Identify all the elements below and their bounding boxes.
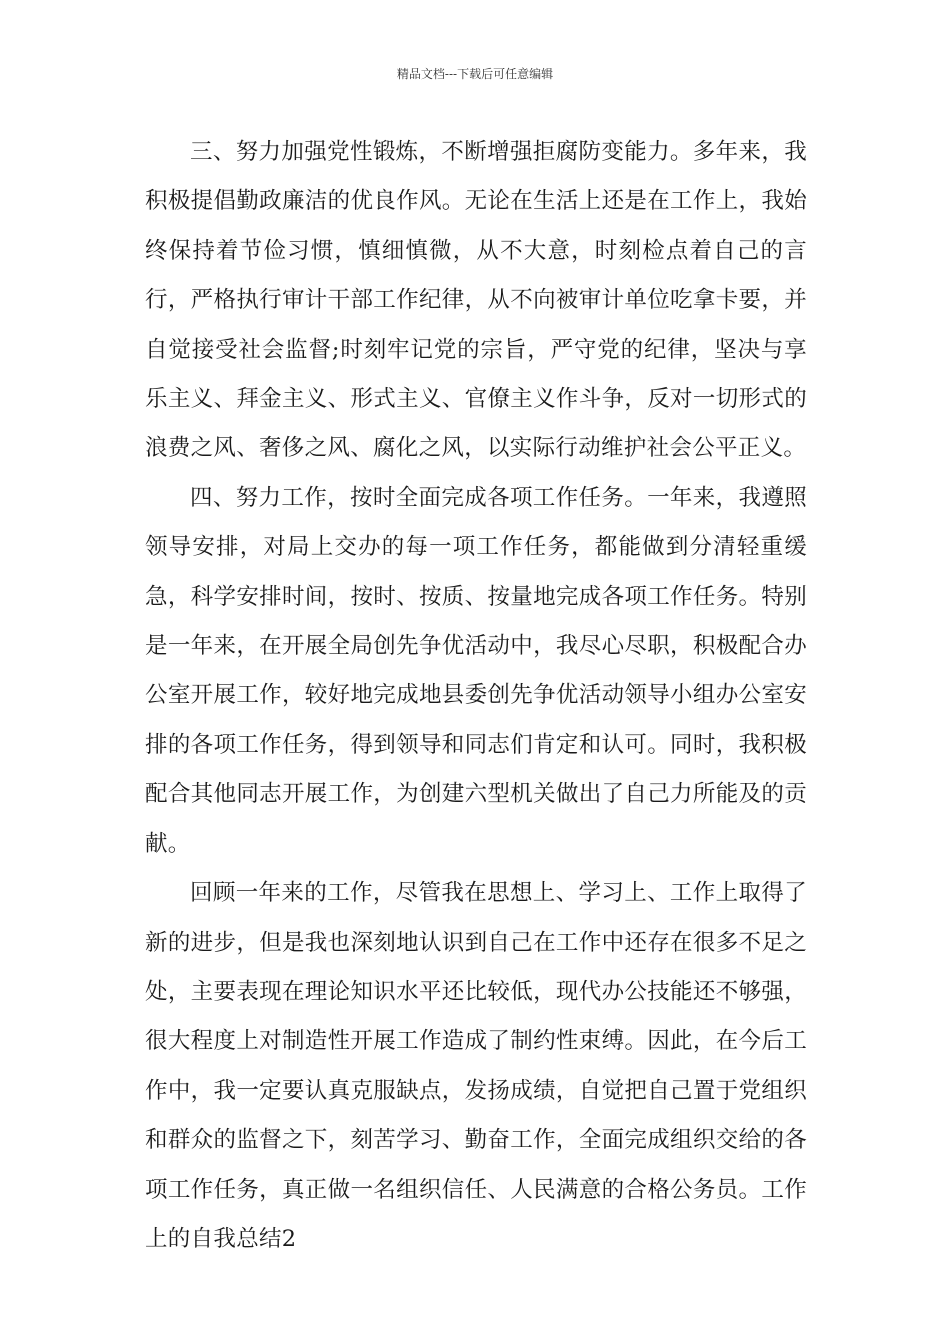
paragraph-work-tasks: 四、努力工作，按时全面完成各项工作任务。一年来，我遵照领导安排，对局上交办的每一项工作任务，都能做到分清轻重缓急，科学安排时间，按时、按质、按量地完成各项工作任务。特别是一年来，在开展全局创先争优活动中，我尽心尽职，积极配合办公室开展工作，较好地完成地县委创先争优活动领导小组办公室安排的各项工作任务，得到领导和同志们肯定和认可。同时，我积极配合其他同志开展工作，为创建六型机关做出了自己力所能及的贡献。 <box>145 484 807 857</box>
document-body <box>145 128 807 1264</box>
paragraph-review: 回顾一年来的工作，尽管我在思想上、学习上、工作上取得了新的进步，但是我也深刻地认识到自己在工作中还存在很多不足之处，主要表现在理论知识水平还比较低，现代办公技能还不够强，很大程度上对制造性开展工作造成了制约性束缚。因此，在今后工作中，我一定要认真克服缺点，发扬成绩，自觉把自己置于党组织和群众的监督之下，刻苦学习、勤奋工作，全面完成组织交给的各项工作任务，真正做一名组织信任、人民满意的合格公务员。工作上的自我总结2 <box>145 880 807 1252</box>
page-header: 精品文档---下载后可任意编辑 <box>396 67 554 81</box>
paragraph-integrity: 三、努力加强党性锻炼，不断增强拒腐防变能力。多年来，我积极提倡勤政廉洁的优良作风。无论在生活上还是在工作上，我始终保持着节俭习惯，慎细慎微，从不大意，时刻检点着自己的言行，严格执行审计干部工作纪律，从不向被审计单位吃拿卡要，并自觉接受社会监督;时刻牢记党的宗旨，严守党的纪律，坚决与享乐主义、拜金主义、形式主义、官僚主义作斗争，反对一切形式的浪费之风、奢侈之风、腐化之风，以实际行动维护社会公平正义。 <box>145 139 807 462</box>
